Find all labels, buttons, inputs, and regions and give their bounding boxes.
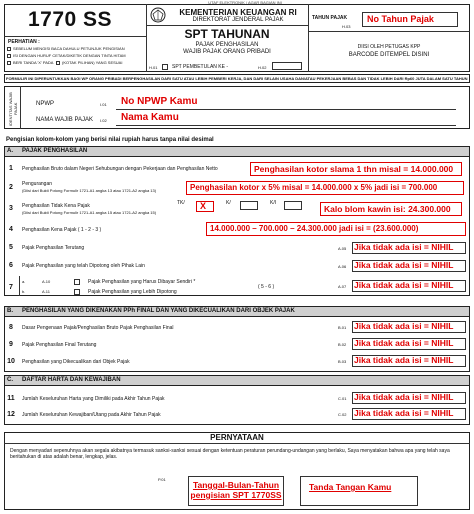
row-code: A.05 [338, 246, 347, 251]
sub-a: a. [22, 279, 26, 284]
row-num: 3 [9, 205, 13, 212]
row-num: 11 [7, 395, 15, 402]
perhatian-label: PERHATIAN : [8, 39, 40, 45]
row-label: Dasar Pengenaan Pajak/Penghasilan Bruto Pajak Penghasilan Final [22, 325, 174, 331]
tahun-pajak-field[interactable]: No Tahun Pajak [362, 12, 458, 27]
row-num: 12 [7, 411, 15, 418]
field-a07[interactable]: Jika tidak ada isi = NIHIL [354, 280, 454, 290]
row-label-detail: (Diisi dari Bukti Potong Formulir 1721-A1 angka 13 atau 1721-A2 angka 13) [22, 188, 157, 193]
label-a10: Pajak Penghasilan yang Harus Dibayar Sendiri * [88, 279, 196, 285]
row-label: Jumlah Keseluruhan Kewajiban/Utang pada Akhir Tahun Pajak [22, 412, 161, 418]
row-code: C.01 [338, 396, 347, 401]
row-code: A.07 [338, 284, 347, 289]
spt-subtitle-1: PAJAK PENGHASILAN [195, 42, 259, 48]
field-a02[interactable]: Penghasilan kotor x 5% misal = 14.000.000 x 5% jadi isi = 700.000 [186, 181, 464, 195]
spt-subtitle-2: WAJIB PAJAK ORANG PRIBADI [183, 49, 271, 55]
perhatian-text-2: ISI DENGAN HURUF CETAK/DIKETIK DENGAN TINTA HITAM [13, 53, 126, 58]
pembetulan-label: SPT PEMBETULAN KE - [172, 64, 229, 70]
section-a-letter: A. [7, 148, 13, 154]
row-code: B.01 [338, 325, 347, 330]
pernyataan-title: PERNYATAAN [210, 433, 264, 442]
row-label-detail: (Diisi dari Bukti Potong Formulir 1721-A1 angka 15 atau 1721-A2 angka 15) [22, 210, 157, 215]
row-label: Pengurangan [22, 181, 53, 187]
section-c-letter: C. [7, 377, 13, 383]
nama-label: NAMA WAJIB PAJAK [36, 117, 94, 123]
row-num: 10 [7, 358, 15, 365]
pembetulan-code-2: H.02 [258, 65, 267, 70]
row-label: Penghasilan Kena Pajak ( 1 - 2 - 3 ) [22, 227, 102, 233]
row-label: Jumlah Keseluruhan Harta yang Dimiliki pada Akhir Tahun Pajak [22, 396, 165, 402]
field-a03[interactable]: Kalo blom kawin isi: 24.300.000 [320, 202, 462, 216]
row-label: Pajak Penghasilan yang telah Dipotong oleh Pihak Lain [22, 263, 145, 269]
kpp-note: DIISI OLEH PETUGAS KPP [357, 44, 421, 50]
row-label: Pajak Penghasilan Terutang [22, 245, 85, 251]
k-box[interactable] [240, 201, 258, 210]
barcode-note: BARCODE DITEMPEL DISINI [348, 52, 430, 58]
field-b02[interactable]: Jika tidak ada isi = NIHIL [354, 338, 454, 348]
perhatian-bullet-3 [7, 61, 11, 65]
npwp-code: I.01 [100, 102, 107, 107]
ki-box[interactable] [284, 201, 302, 210]
field-c01[interactable]: Jika tidak ada isi = NIHIL [354, 392, 454, 402]
perhatian-bullet-2 [7, 54, 11, 58]
row-num: 5 [9, 244, 13, 251]
row-num: 2 [9, 184, 13, 191]
instruction-text: Pengisian kolom-kolom yang berisi nilai rupiah harus tanpa nilai desimal [6, 137, 214, 143]
npwp-label: NPWP [36, 101, 54, 107]
tahun-pajak-label: TAHUN PAJAK [312, 15, 348, 21]
checkbox-a10[interactable] [74, 279, 80, 285]
row-code: B.03 [338, 359, 347, 364]
field-a04[interactable]: 14.000.000 – 700.000 – 24.300.000 jadi isi = (23.600.000) [206, 222, 466, 236]
tk-mark: X [200, 201, 207, 211]
tahun-pajak-code: H.03 [342, 24, 351, 29]
pernyataan-text: Dengan menyadari sepenuhnya akan segala akibatnya termasuk sanksi-sanksi sesuai dengan ketentuan peraturan perundang-undangan yang berlaku, Saya menyatakan bahwa apa yang telah saya beritahukan di atas adalah benar, lengkap, jelas. [10, 448, 450, 460]
field-c02[interactable]: Jika tidak ada isi = NIHIL [354, 408, 454, 418]
pembetulan-checkbox[interactable] [162, 64, 168, 70]
tanggal-line-1: Tanggal-Bulan-Tahun [192, 480, 280, 490]
k-label: K/ [226, 200, 231, 206]
section-b-title: PENGHASILAN YANG DIKENAKAN PPh FINAL DAN YANG DIKECUALIKAN DARI OBJEK PAJAK [22, 308, 295, 314]
nama-code: I.02 [100, 118, 107, 123]
field-a01[interactable]: Penghasilan kotor slama 1 thn misal = 14.000.000 [250, 162, 462, 176]
row-num: 4 [9, 226, 13, 233]
ki-label: K/I [270, 200, 277, 206]
checkbox-a11[interactable] [74, 289, 80, 295]
npwp-boxes [116, 108, 456, 110]
row-label: Penghasilan yang Dikecualikan dari Objek Pajak [22, 359, 130, 365]
formulir-note: FORMULIR INI DIPERUNTUKKAN BAGI WP ORANG PRIBADI BERPENGHASILAN DARI SATU ATAU LEBIH PEMBERI KERJA, DAN DARI SELAIN USAHA DAN/ATAU PEKERJAAN BEBAS DAN TIDAK LEBIH DARI Rp60 JUTA DALAM SATU TAHUN [6, 76, 468, 81]
field-a05[interactable]: Jika tidak ada isi = NIHIL [354, 242, 454, 252]
perhatian-text-4: (KOTAK PILIHAN) YANG SESUAI [62, 60, 123, 65]
example-checkbox [56, 61, 60, 65]
row-code: C.02 [338, 412, 347, 417]
row-label: Penghasilan Tidak Kena Pajak [22, 203, 90, 209]
top-strip: UTAF ELEKTRONIK / AGAR BAGIAN INI [208, 0, 282, 5]
identitas-side-2: WAJIB PAJAK [8, 92, 18, 116]
row-num: 6 [9, 262, 13, 269]
form-code: 1770 SS [28, 8, 113, 31]
section-a-title: PAJAK PENGHASILAN [22, 148, 88, 154]
pernyataan-code: P.01 [158, 477, 166, 482]
pembetulan-field[interactable] [272, 62, 302, 70]
perhatian-bullet-1 [7, 47, 11, 51]
row-label: Pajak Penghasilan Final Terutang [22, 342, 97, 348]
tanda-tangan-field[interactable] [300, 476, 418, 506]
row-num: 1 [9, 165, 13, 172]
spt-title: SPT TAHUNAN [184, 27, 270, 41]
pembetulan-code: H.01 [149, 65, 158, 70]
npwp-field[interactable]: No NPWP Kamu [121, 96, 198, 107]
field-b01[interactable]: Jika tidak ada isi = NIHIL [354, 321, 454, 331]
sub-b: b. [22, 289, 26, 294]
tanggal-field[interactable] [188, 476, 284, 506]
row-code: A.06 [338, 264, 347, 269]
field-a06[interactable]: Jika tidak ada isi = NIHIL [354, 260, 454, 270]
nama-field[interactable]: Nama Kamu [121, 112, 179, 123]
tanda-tangan-text: Tanda Tangan Kamu [309, 482, 392, 492]
code-a11: A.11 [42, 289, 50, 294]
field-b03[interactable]: Jika tidak ada isi = NIHIL [354, 355, 454, 365]
ministry-name: KEMENTERIAN KEUANGAN RI [179, 8, 297, 17]
label-a11: Pajak Penghasilan yang Lebih Dipotong [88, 289, 177, 295]
directorate-name: DIREKTORAT JENDERAL PAJAK [192, 17, 284, 23]
row-code: B.02 [338, 342, 347, 347]
row-num: 8 [9, 324, 13, 331]
code-a10: A.10 [42, 279, 51, 284]
row-num: 9 [9, 341, 13, 348]
section-c-title: DAFTAR HARTA DAN KEWAJIBAN [22, 377, 121, 383]
tk-label: TK/ [177, 200, 185, 206]
formula-5-6: ( 5 - 6 ) [258, 284, 275, 290]
row-label: Penghasilan Bruto dalam Negeri Sehubungan dengan Pekerjaan dan Penghasilan Netto [22, 166, 218, 172]
identitas-side-1: IDENTITAS [8, 105, 13, 126]
section-b-letter: B. [7, 308, 13, 314]
perhatian-text-3: BERI TANDA 'X' PADA [13, 60, 54, 65]
perhatian-text-1: SEBELUM MENGISI BACA DAHULU PETUNJUK PENGISIAN [13, 46, 125, 51]
garuda-emblem-icon [150, 7, 166, 23]
identitas-side-label [8, 92, 20, 126]
tanggal-line-2: pengisian SPT 1770SS [190, 490, 282, 500]
row-num: 7 [9, 284, 13, 291]
